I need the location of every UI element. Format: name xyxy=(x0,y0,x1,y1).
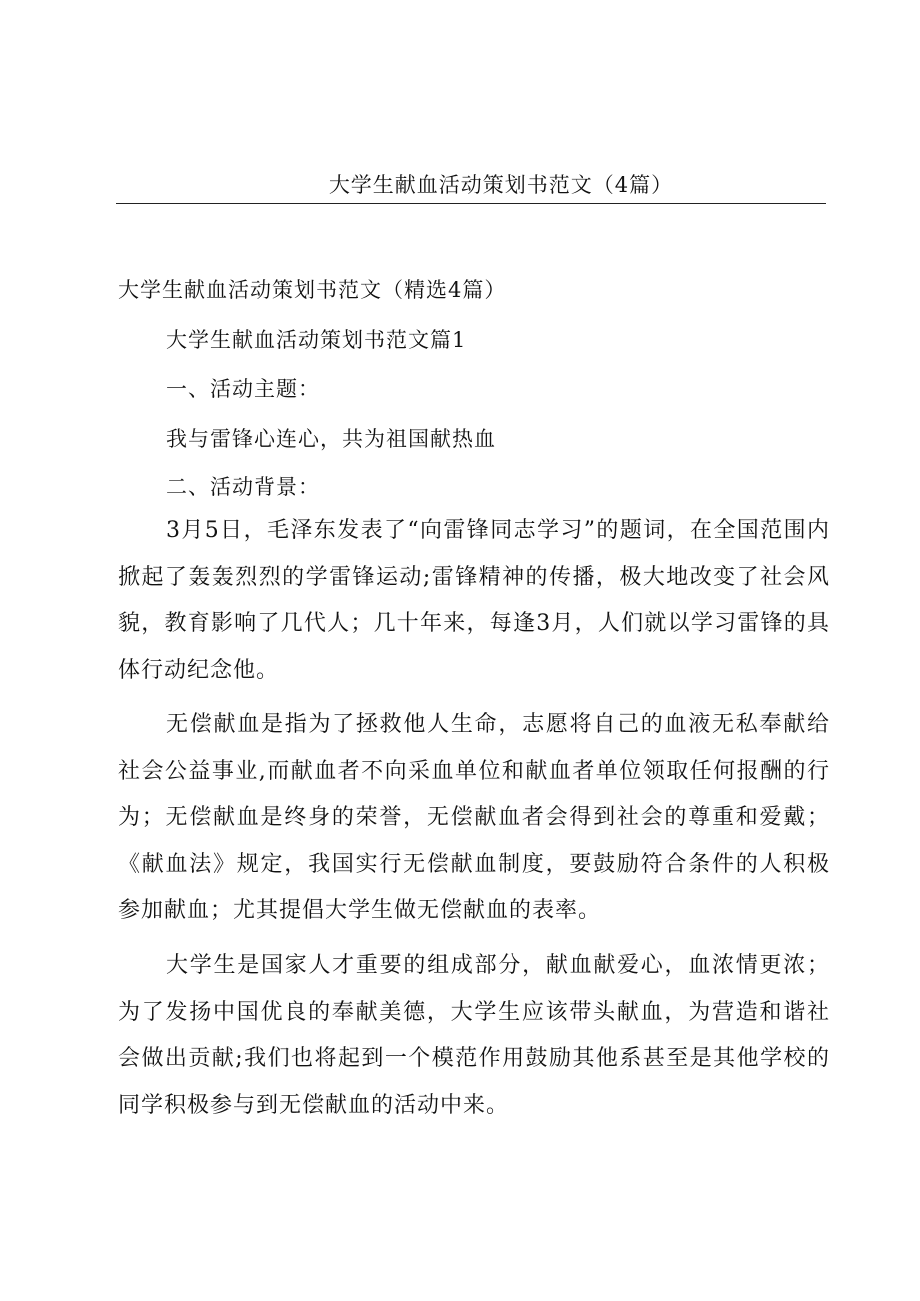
running-header-title: 大学生献血活动策划书范文（4篇） xyxy=(328,173,674,197)
theme-heading: 一、活动主题： xyxy=(166,377,320,401)
paragraph-leifeng: 3月5日，毛泽东发表了“向雷锋同志学习”的题词，在全国范围内掀起了轰轰烈烈的学雷锋运动;雷锋精神的传播，极大地改变了社会风貌，教育影响了几代人；几十年来，每逢3月，人们就以学习雷锋的具体行动纪念他。 xyxy=(118,518,830,683)
background-heading: 二、活动背景： xyxy=(166,475,320,499)
document-title: 大学生献血活动策划书范文（精选4篇） xyxy=(118,278,507,302)
paragraph-unpaid-donation: 无偿献血是指为了拯救他人生命，志愿将自己的血液无私奉献给社会公益事业,而献血者不向采血单位和献血者单位领取任何报酬的行为；无偿献血是终身的荣誉，无偿献血者会得到社会的尊重和爱戴；《献血法》规定，我国实行无偿献血制度，要鼓励符合条件的人积极参加献血；尤其提倡大学生做无偿献血的表率。 xyxy=(118,712,830,923)
paragraph-students: 大学生是国家人才重要的组成部分，献血献爱心，血浓情更浓；为了发扬中国优良的奉献美德，大学生应该带头献血，为营造和谐社会做出贡献;我们也将起到一个模范作用鼓励其他系甚至是其他学校的同学积极参与到无偿献血的活动中来。 xyxy=(118,953,830,1118)
section-heading: 大学生献血活动策划书范文篇1 xyxy=(166,328,467,352)
header-divider xyxy=(116,203,826,204)
theme-text: 我与雷锋心连心，共为祖国献热血 xyxy=(166,427,496,451)
